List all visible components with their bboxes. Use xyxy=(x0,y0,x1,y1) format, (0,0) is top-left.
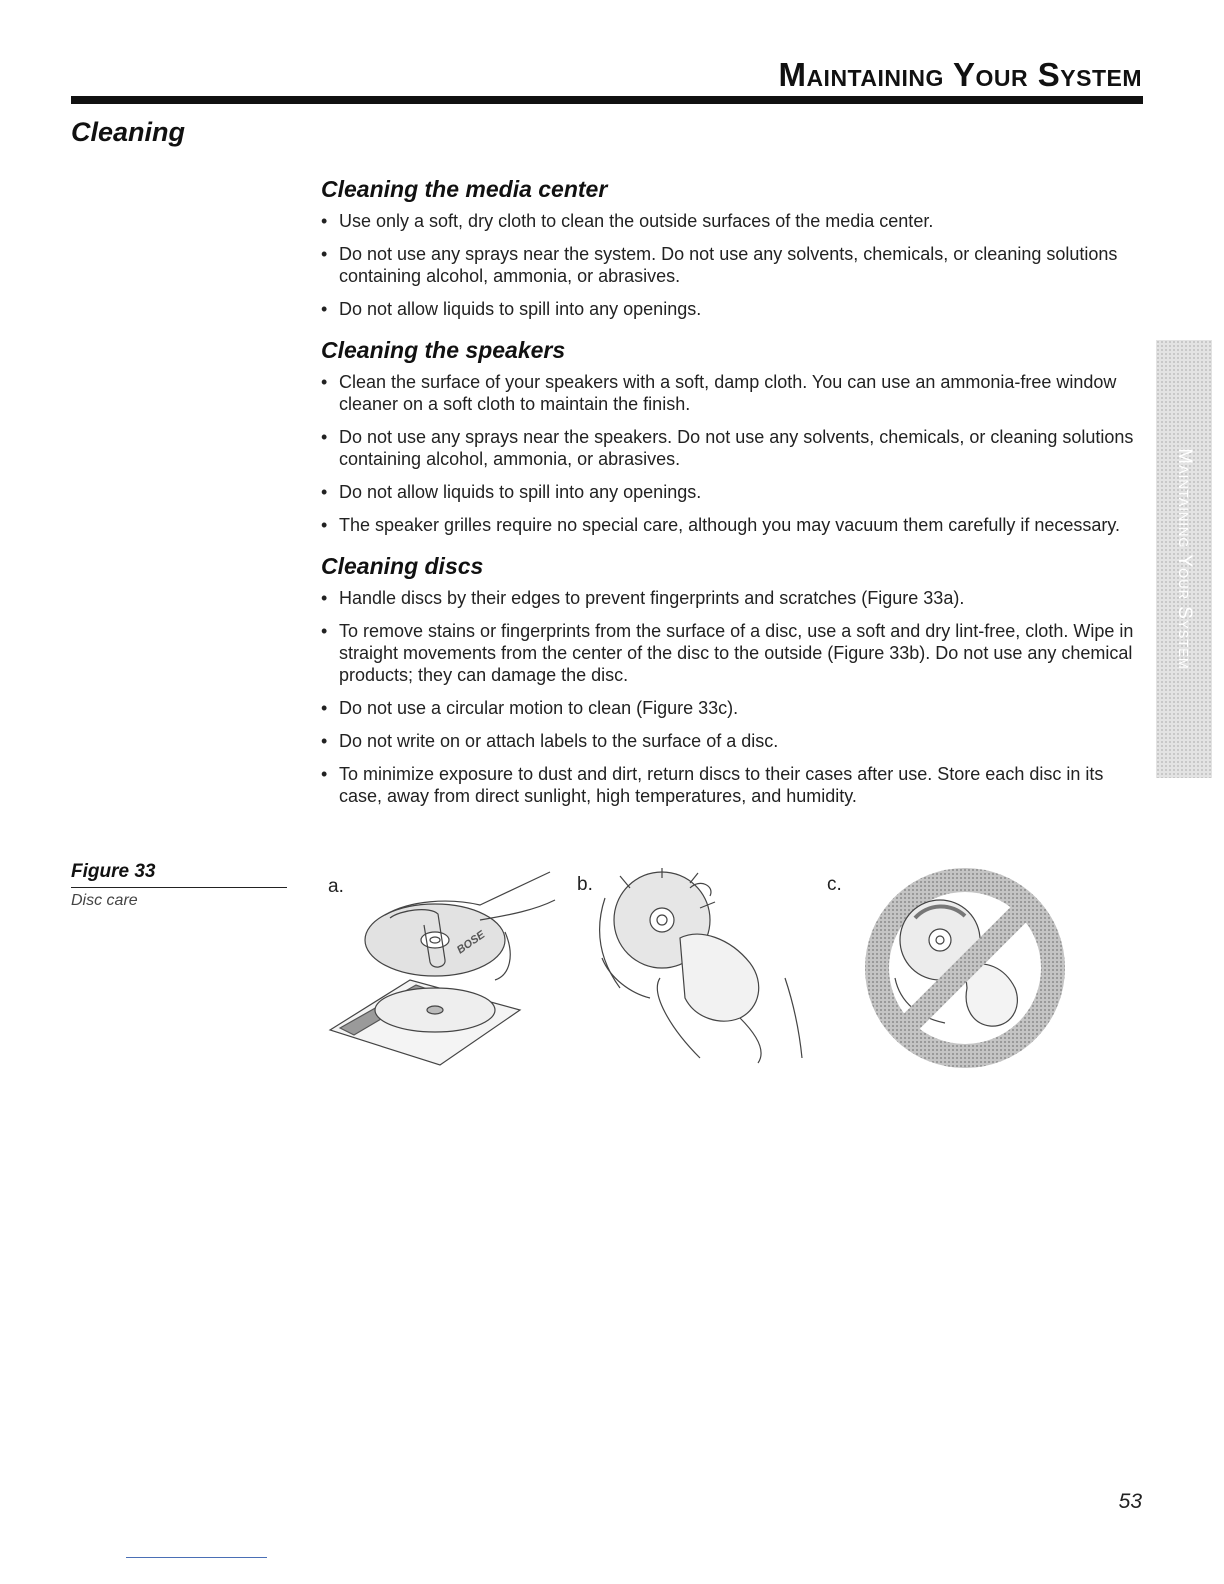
subsection-title: Cleaning discs xyxy=(321,553,484,579)
subsection-media-center xyxy=(321,175,1151,320)
bullet-list xyxy=(321,371,1151,536)
section-title: Cleaning xyxy=(71,117,186,147)
page-number: 53 xyxy=(1118,1490,1142,1513)
subsection-speakers xyxy=(321,336,1151,536)
footer-line xyxy=(126,1557,267,1558)
header-rule xyxy=(71,96,1143,104)
bullet-item: • The speaker grilles require no special care, although you may vacuum them carefully if necessary. xyxy=(321,514,1151,536)
bullet-item: • To remove stains or fingerprints from the surface of a disc, use a soft and dry lint-free, cloth. Wipe in straight movements from the center of the disc to the outside (Figure 33b). Do not use any chemical products; they can damage the disc. xyxy=(321,620,1151,686)
bullet-item: • Do not allow liquids to spill into any openings. xyxy=(321,481,1151,503)
bullet-item: • Do not use a circular motion to clean (Figure 33c). xyxy=(321,697,1151,719)
bullet-item: • Do not allow liquids to spill into any openings. xyxy=(321,298,1151,320)
side-tab-label: Maintaining Your System xyxy=(1174,448,1195,670)
panel-letter-c: c. xyxy=(827,874,842,895)
bullet-list xyxy=(321,587,1151,807)
disc-handling-illustration xyxy=(320,870,560,1080)
bullet-item: • Clean the surface of your speakers with a soft, damp cloth. You can use an ammonia-free window cleaner on a soft cloth to maintain the finish. xyxy=(321,371,1151,415)
subsection-title: Cleaning the speakers xyxy=(321,337,566,363)
bullet-item: • Use only a soft, dry cloth to clean the outside surfaces of the media center. xyxy=(321,210,1151,232)
bullet-item: • Do not use any sprays near the speakers. Do not use any solvents, chemicals, or cleaning solutions containing alcohol, ammonia, or abrasives. xyxy=(321,426,1151,470)
section-side-tab xyxy=(1156,340,1212,778)
disc-brand-label: BOSE xyxy=(454,928,488,957)
figure-label: Figure 33 xyxy=(71,861,287,888)
content-column xyxy=(321,175,1151,823)
bullet-item: • Do not use any sprays near the system. Do not use any solvents, chemicals, or cleaning solutions containing alcohol, ammonia, or abrasives. xyxy=(321,243,1151,287)
no-circular-motion-illustration xyxy=(855,868,1075,1068)
page-header-title: Maintaining Your System xyxy=(778,56,1142,93)
figure-caption: Disc care xyxy=(71,892,138,909)
disc-wiping-illustration xyxy=(590,868,820,1073)
panel-letter-b: b. xyxy=(577,874,593,895)
panel-letter-a: a. xyxy=(328,876,344,897)
bullet-list xyxy=(321,210,1151,320)
bullet-item: • Handle discs by their edges to prevent fingerprints and scratches (Figure 33a). xyxy=(321,587,1151,609)
bullet-item: • To minimize exposure to dust and dirt, return discs to their cases after use. Store each disc in its case, away from direct sunlight, high temperatures, and humidity. xyxy=(321,763,1151,807)
subsection-discs xyxy=(321,552,1151,807)
bullet-item: • Do not write on or attach labels to the surface of a disc. xyxy=(321,730,1151,752)
subsection-title: Cleaning the media center xyxy=(321,176,608,202)
